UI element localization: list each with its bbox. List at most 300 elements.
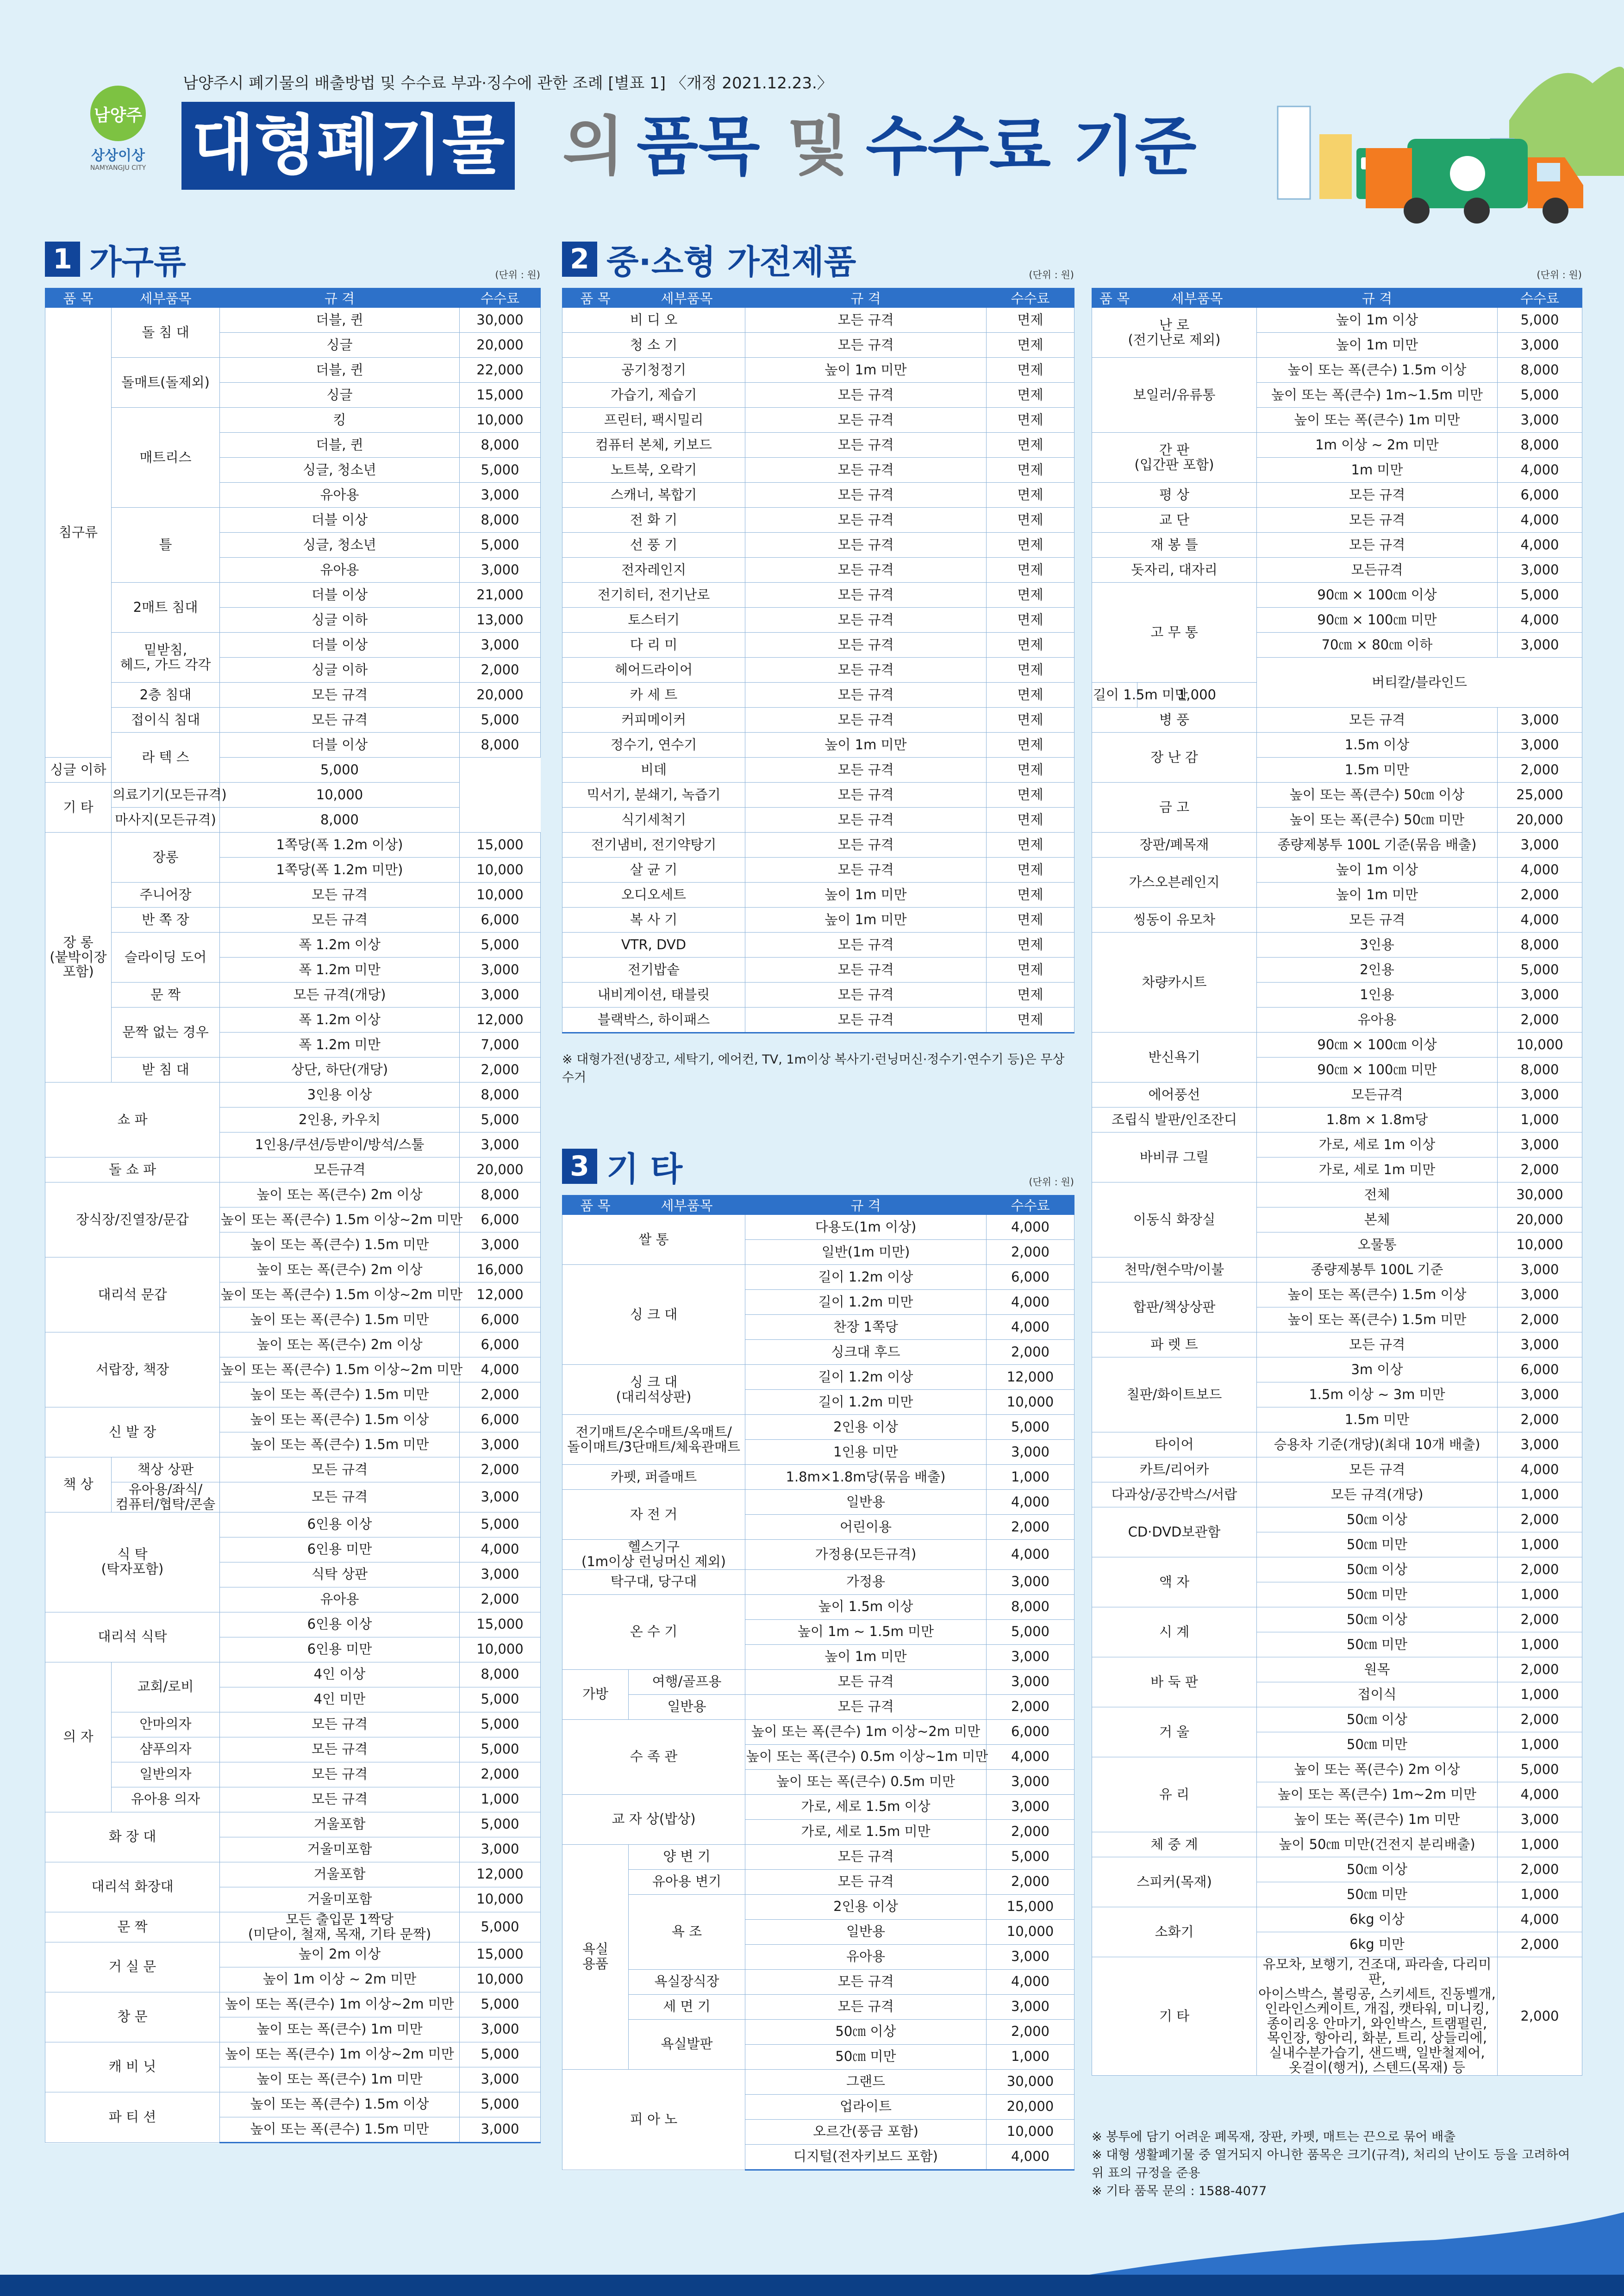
table-row xyxy=(562,883,1074,908)
spec-cell: 오물통 xyxy=(1257,1232,1498,1257)
fee-cell: 8,000 xyxy=(460,733,541,758)
table-row xyxy=(1092,1507,1582,1532)
spec-cell: 모든 규격 xyxy=(745,808,987,833)
spec-cell: 유아용 xyxy=(220,558,460,583)
section-2-title xyxy=(562,235,856,281)
category-cell: 바비큐 그릴 xyxy=(1092,1132,1257,1182)
fee-cell: 5,000 xyxy=(1498,1757,1582,1782)
item-cell: 양 변 기 xyxy=(629,1844,745,1869)
fee-cell: 10,000 xyxy=(460,1967,541,1992)
table-row xyxy=(562,708,1074,733)
table-row xyxy=(45,1912,541,1942)
category-cell: 복 사 기 xyxy=(562,908,745,933)
fee-cell: 5,000 xyxy=(1498,583,1582,608)
spec-cell: 높이 또는 폭(큰수) 1m 미만 xyxy=(1257,408,1498,433)
fee-cell: 면제 xyxy=(987,333,1074,358)
spec-cell: 높이 또는 폭(큰수) 1.5m 이상 xyxy=(220,2092,460,2117)
spec-cell: 모든 규격 xyxy=(745,483,987,508)
fee-cell: 3,000 xyxy=(1498,1807,1582,1832)
other-items-table-2 xyxy=(1092,288,1582,2076)
fee-cell: 5,000 xyxy=(460,1108,541,1132)
spec-cell: 모든 규격 xyxy=(220,1762,460,1787)
spec-cell: 싱글 이하 xyxy=(220,658,460,683)
table-row xyxy=(1092,1857,1582,1882)
spec-cell: 모든 규격 xyxy=(745,433,987,458)
fee-cell: 면제 xyxy=(987,483,1074,508)
table-row xyxy=(562,1569,1074,1594)
col-header-item: 세부품목 xyxy=(629,1195,745,1215)
spec-cell: 모든 규격 xyxy=(220,1457,460,1482)
unit-label-4: (단위 : 원) xyxy=(1537,269,1582,280)
spec-cell: 8,000 xyxy=(220,808,460,833)
appliance-note: ※ 대형가전(냉장고, 세탁기, 에어컨, TV, 1m이상 복사기·런닝머신·정수기·연수기 등)은 무상수거 xyxy=(562,1052,1065,1085)
item-cell: 돌 침 대 xyxy=(112,308,220,358)
spec-cell: 모든 규격 xyxy=(745,1694,987,1719)
category-cell: 체 중 계 xyxy=(1092,1832,1257,1857)
item-cell: 세 면 기 xyxy=(629,1994,745,2019)
category-cell: 에어풍선 xyxy=(1092,1083,1257,1108)
fee-cell: 3,000 xyxy=(1498,833,1582,858)
table-row xyxy=(562,583,1074,608)
table-row xyxy=(45,733,541,758)
spec-cell: 높이 1m 미만 xyxy=(745,733,987,758)
fee-cell: 2,000 xyxy=(460,1457,541,1482)
fee-cell: 면제 xyxy=(987,533,1074,558)
fee-cell: 2,000 xyxy=(1498,1707,1582,1732)
item-cell: 라 텍 스 xyxy=(112,733,220,783)
title-word-4: 수수료 기준 xyxy=(866,109,1197,184)
spec-cell: 높이 또는 폭(큰수) 1m 미만 xyxy=(220,2017,460,2042)
item-cell: 장롱 xyxy=(112,833,220,883)
fee-cell: 3,000 xyxy=(1498,1257,1582,1282)
table-row xyxy=(562,858,1074,883)
spec-cell: 50㎝ 이상 xyxy=(1257,1557,1498,1582)
spec-cell: 높이 또는 폭(큰수) 1.5m 이상 xyxy=(1257,1282,1498,1307)
spec-cell: 높이 또는 폭(큰수) 1.5m 이상 xyxy=(1257,358,1498,383)
spec-cell: 일반(1m 미만) xyxy=(745,1240,987,1265)
table-row xyxy=(45,983,541,1008)
spec-cell: 1.5m 이상 ~ 3m 미만 xyxy=(1257,1382,1498,1407)
fee-cell: 면제 xyxy=(987,683,1074,708)
table-row xyxy=(562,1694,1074,1719)
category-cell: 서랍장, 책장 xyxy=(45,1332,220,1407)
fee-cell: 2,000 xyxy=(460,1058,541,1083)
fee-cell: 2,000 xyxy=(987,1240,1074,1265)
item-cell: 욕 조 xyxy=(629,1894,745,1969)
table-row xyxy=(562,1215,1074,1240)
spec-cell: 높이 또는 폭(큰수) 1m 미만 xyxy=(220,2067,460,2092)
logo-icon xyxy=(90,86,146,141)
category-cell: 살 균 기 xyxy=(562,858,745,883)
spec-cell: 50㎝ 이상 xyxy=(1257,1507,1498,1532)
note-line: ※ 대형 생활폐기물 중 열거되지 아니한 품목은 크기(규격), 처리의 난이도 등을 고려하여 위 표의 규정을 준용 xyxy=(1092,2148,1570,2181)
fee-cell: 면제 xyxy=(987,658,1074,683)
fee-cell: 20,000 xyxy=(1498,808,1582,833)
table-row xyxy=(562,2069,1074,2094)
spec-cell: 가로, 세로 1.5m 이상 xyxy=(745,1794,987,1819)
fee-cell: 12,000 xyxy=(460,1008,541,1033)
table-row xyxy=(562,1719,1074,1744)
category-cell: 유 리 xyxy=(1092,1757,1257,1832)
fee-cell: 3,000 xyxy=(1498,708,1582,733)
table-row xyxy=(1092,1257,1582,1282)
fee-cell: 5,000 xyxy=(460,1687,541,1712)
col-header-item: 세부품목 xyxy=(112,288,220,308)
spec-cell: 어린이용 xyxy=(745,1515,987,1540)
spec-cell: 디지털(전자키보드 포함) xyxy=(745,2144,987,2170)
spec-cell: 모든 규격 xyxy=(745,983,987,1008)
section-3-label: 기 타 xyxy=(606,1150,683,1188)
table-row xyxy=(562,483,1074,508)
table-row xyxy=(45,1662,541,1687)
spec-cell: 높이 또는 폭(큰수) 1m~1.5m 미만 xyxy=(1257,383,1498,408)
category-cell: 토스터기 xyxy=(562,608,745,633)
category-cell: 파 렛 트 xyxy=(1092,1332,1257,1357)
fee-cell: 면제 xyxy=(987,758,1074,783)
fee-cell: 16,000 xyxy=(460,1257,541,1282)
fee-cell: 2,000 xyxy=(987,1340,1074,1365)
table-row xyxy=(1092,1108,1582,1132)
table-row xyxy=(45,583,541,608)
fee-cell: 12,000 xyxy=(460,1862,541,1887)
fee-cell: 5,000 xyxy=(460,1912,541,1942)
table-row xyxy=(1092,1332,1582,1357)
item-cell: 슬라이딩 도어 xyxy=(112,933,220,983)
table-row xyxy=(1092,1182,1582,1207)
spec-cell: 6kg 미만 xyxy=(1257,1932,1498,1957)
spec-cell: 모든 규격 xyxy=(745,658,987,683)
category-cell: 쌀 통 xyxy=(562,1215,745,1265)
fee-cell: 30,000 xyxy=(460,308,541,333)
category-cell: 청 소 기 xyxy=(562,333,745,358)
table-row xyxy=(562,733,1074,758)
spec-cell: 모든 규격 xyxy=(745,1869,987,1894)
spec-cell: 90㎝ × 100㎝ 이상 xyxy=(1257,1033,1498,1058)
spec-cell: 50㎝ 이상 xyxy=(745,2019,987,2044)
fee-cell: 2,000 xyxy=(1498,758,1582,783)
section-1-number: 1 xyxy=(45,242,80,277)
category-cell: 전기밥솥 xyxy=(562,958,745,983)
category-cell: 파 티 션 xyxy=(45,2092,220,2142)
table-row xyxy=(1092,858,1582,883)
item-cell: 유아용 변기 xyxy=(629,1869,745,1894)
spec-cell: 모든 규격 xyxy=(745,783,987,808)
table-row xyxy=(45,1612,541,1637)
fee-cell: 4,000 xyxy=(1498,458,1582,483)
category-cell: 길이 1.5m 미만 xyxy=(1092,683,1137,708)
fee-cell: 면제 xyxy=(987,958,1074,983)
table-row xyxy=(45,808,541,833)
spec-cell: 2인용 xyxy=(1257,958,1498,983)
fee-cell: 면제 xyxy=(987,633,1074,658)
table-row xyxy=(45,1083,541,1108)
fee-cell: 면제 xyxy=(987,508,1074,533)
spec-cell: 높이 1m 미만 xyxy=(1257,333,1498,358)
category-cell: 헤어드라이어 xyxy=(562,658,745,683)
title-highlight: 대형폐기물 xyxy=(181,102,515,190)
fee-cell: 5,000 xyxy=(460,458,541,483)
fee-cell: 3,000 xyxy=(1498,733,1582,758)
table-row xyxy=(45,1992,541,2017)
category-cell: 카트/리어카 xyxy=(1092,1457,1257,1482)
fee-cell: 2,000 xyxy=(1498,1657,1582,1682)
spec-cell: 1인용/쿠션/등받이/방석/스툴 xyxy=(220,1132,460,1157)
spec-cell: 높이 또는 폭(큰수) 0.5m 미만 xyxy=(745,1769,987,1794)
category-cell: 전기히터, 전기난로 xyxy=(562,583,745,608)
fee-cell: 4,000 xyxy=(1498,508,1582,533)
fee-cell: 2,000 xyxy=(1498,1607,1582,1632)
category-cell: 카펫, 퍼즐매트 xyxy=(562,1465,745,1490)
table-row xyxy=(1092,933,1582,958)
spec-cell: 모든 규격 xyxy=(745,633,987,658)
fee-cell: 3,000 xyxy=(460,983,541,1008)
spec-cell: 높이 또는 폭(큰수) 2m 이상 xyxy=(220,1182,460,1207)
spec-cell: 50㎝ 이상 xyxy=(1257,1707,1498,1732)
item-cell: 유아용/좌식/ 컴퓨터/협탁/콘솔 xyxy=(112,1482,220,1512)
fee-cell: 3,000 xyxy=(460,633,541,658)
furniture-table xyxy=(45,288,541,2143)
table-row xyxy=(45,308,541,333)
fee-cell: 10,000 xyxy=(460,1887,541,1912)
table-row xyxy=(562,608,1074,633)
fee-cell: 면제 xyxy=(987,358,1074,383)
fee-cell: 5,000 xyxy=(460,2092,541,2117)
fee-cell: 10,000 xyxy=(987,2119,1074,2144)
table-row xyxy=(1092,833,1582,858)
fee-cell: 4,000 xyxy=(460,1357,541,1382)
fee-cell: 15,000 xyxy=(460,1942,541,1967)
spec-cell: 높이 또는 폭(큰수) 2m 이상 xyxy=(220,1257,460,1282)
table-row xyxy=(1092,483,1582,508)
spec-cell: 모든 규격 xyxy=(745,1844,987,1869)
table-row xyxy=(1092,1083,1582,1108)
category-cell: 대리석 식탁 xyxy=(45,1612,220,1662)
spec-cell: 모든 규격 xyxy=(220,908,460,933)
category-cell: 간 판 (입간판 포함) xyxy=(1092,433,1257,483)
spec-cell: 모든 규격 xyxy=(745,408,987,433)
fee-cell: 20,000 xyxy=(987,2094,1074,2119)
table-row xyxy=(562,533,1074,558)
fee-cell: 8,000 xyxy=(987,1594,1074,1619)
item-cell: 안마의자 xyxy=(112,1712,220,1737)
fee-cell: 면제 xyxy=(987,983,1074,1008)
fee-cell: 3,000 xyxy=(987,1769,1074,1794)
fee-cell: 6,000 xyxy=(460,1307,541,1332)
item-cell: 교회/로비 xyxy=(112,1662,220,1712)
fee-cell: 면제 xyxy=(987,433,1074,458)
fee-cell: 1,000 xyxy=(1498,1108,1582,1132)
fee-cell: 면제 xyxy=(987,708,1074,733)
fee-cell: 12,000 xyxy=(460,1282,541,1307)
fee-cell: 4,000 xyxy=(987,1540,1074,1570)
spec-cell: 높이 또는 폭(큰수) 1.5m 미만 xyxy=(220,1382,460,1407)
table-row xyxy=(562,408,1074,433)
table-row xyxy=(562,783,1074,808)
category-cell: 컴퓨터 본체, 키보드 xyxy=(562,433,745,458)
spec-cell: 5,000 xyxy=(220,758,460,783)
category-cell: 타이어 xyxy=(1092,1432,1257,1457)
fee-cell: 2,000 xyxy=(1498,1008,1582,1033)
spec-cell: 원목 xyxy=(1257,1657,1498,1682)
table-row xyxy=(1092,708,1582,733)
table-row xyxy=(45,883,541,908)
spec-cell: 모든 규격 xyxy=(745,683,987,708)
table-row xyxy=(1092,358,1582,383)
fee-cell: 5,000 xyxy=(460,708,541,733)
spec-cell: 10,000 xyxy=(220,783,460,808)
spec-cell: 높이 또는 폭(큰수) 1.5m 이상~2m 미만 xyxy=(220,1207,460,1232)
spec-cell: 50㎝ 미만 xyxy=(1257,1582,1498,1607)
fee-cell: 면제 xyxy=(987,583,1074,608)
spec-cell: 모든 규격 xyxy=(745,608,987,633)
category-cell: 병 풍 xyxy=(1092,708,1257,733)
spec-cell: 모든 규격 xyxy=(745,583,987,608)
table-row xyxy=(562,683,1074,708)
spec-cell: 모든 규격 xyxy=(220,1482,460,1512)
category-cell: 자 전 거 xyxy=(562,1490,745,1540)
category-cell: 욕실 용품 xyxy=(562,1844,629,2069)
category-cell: 탁구대, 당구대 xyxy=(562,1569,745,1594)
item-cell: 1,000 xyxy=(1137,683,1257,708)
category-cell: 평 상 xyxy=(1092,483,1257,508)
spec-cell: 50㎝ 미만 xyxy=(1257,1882,1498,1907)
fee-cell: 2,000 xyxy=(1498,1957,1582,2076)
spec-cell: 높이 2m 이상 xyxy=(220,1942,460,1967)
fee-cell: 2,000 xyxy=(987,1869,1074,1894)
col-header-fee: 수수료 xyxy=(987,1195,1074,1215)
spec-cell: 폭 1.2m 미만 xyxy=(220,958,460,983)
spec-cell: 유아용 xyxy=(1257,1008,1498,1033)
category-cell: 피 아 노 xyxy=(562,2069,745,2170)
col-header-item: 세부품목 xyxy=(1137,288,1257,308)
section-1-label: 가구류 xyxy=(89,243,186,281)
fee-cell: 5,000 xyxy=(460,1992,541,2017)
spec-cell: 킹 xyxy=(220,408,460,433)
fee-cell: 4,000 xyxy=(987,1290,1074,1315)
fee-cell: 22,000 xyxy=(460,358,541,383)
table-row xyxy=(1092,1757,1582,1782)
fee-cell: 1,000 xyxy=(1498,1832,1582,1857)
table-row xyxy=(45,1712,541,1737)
spec-cell: 모든 규격 xyxy=(220,1737,460,1762)
col-header-fee: 수수료 xyxy=(460,288,541,308)
spec-cell: 90㎝ × 100㎝ 미만 xyxy=(1257,608,1498,633)
spec-cell: 높이 또는 폭(큰수) 1m 이상~2m 미만 xyxy=(220,1992,460,2017)
category-cell: 문 짝 xyxy=(45,1912,220,1942)
fee-cell: 6,000 xyxy=(987,1265,1074,1290)
spec-cell: 높이 1m 이상 xyxy=(1257,858,1498,883)
item-cell: 여행/골프용 xyxy=(629,1669,745,1694)
category-cell: VTR, DVD xyxy=(562,933,745,958)
fee-cell: 5,000 xyxy=(460,533,541,558)
category-cell: 재 봉 틀 xyxy=(1092,533,1257,558)
category-cell: 전 화 기 xyxy=(562,508,745,533)
fee-cell: 1,000 xyxy=(1498,1532,1582,1557)
category-cell: 씽동이 유모차 xyxy=(1092,908,1257,933)
spec-cell: 싱글, 청소년 xyxy=(220,458,460,483)
fee-cell: 3,000 xyxy=(1498,1432,1582,1457)
table-row xyxy=(562,1669,1074,1694)
spec-cell: 높이 또는 폭(큰수) 50㎝ 미만 xyxy=(1257,808,1498,833)
table-row xyxy=(45,2092,541,2117)
spec-cell: 모든규격 xyxy=(220,1157,460,1182)
category-cell: 교 단 xyxy=(1092,508,1257,533)
section-1-title xyxy=(45,235,186,281)
house-icon xyxy=(1319,134,1352,199)
fee-cell: 3,000 xyxy=(987,1794,1074,1819)
spec-cell: 높이 1m ~ 1.5m 미만 xyxy=(745,1619,987,1644)
table-row xyxy=(45,908,541,933)
table-row xyxy=(1092,783,1582,808)
fee-cell: 10,000 xyxy=(460,858,541,883)
fee-cell: 25,000 xyxy=(1498,783,1582,808)
fee-cell: 5,000 xyxy=(987,1844,1074,1869)
table-row xyxy=(562,1894,1074,1919)
spec-cell: 모든 규격 xyxy=(1257,483,1498,508)
spec-cell: 모든 규격 xyxy=(745,1969,987,1994)
category-cell: 이동식 화장실 xyxy=(1092,1182,1257,1257)
spec-cell: 모든 규격 xyxy=(220,683,460,708)
fee-cell: 면제 xyxy=(987,733,1074,758)
table-row xyxy=(562,808,1074,833)
spec-cell: 높이 1m 이상 ~ 2m 미만 xyxy=(220,1967,460,1992)
fee-cell: 3,000 xyxy=(1498,1382,1582,1407)
table-row xyxy=(562,1994,1074,2019)
category-cell: 장 롱 (붙박이장 포함) xyxy=(45,833,112,1083)
fee-cell: 6,000 xyxy=(460,1207,541,1232)
category-cell: 공기청정기 xyxy=(562,358,745,383)
spec-cell: 오르간(풍금 포함) xyxy=(745,2119,987,2144)
item-cell: 2매트 침대 xyxy=(112,583,220,633)
fee-cell: 30,000 xyxy=(987,2069,1074,2094)
spec-cell: 모든 규격 xyxy=(745,958,987,983)
table-row xyxy=(45,1512,541,1537)
spec-cell: 거울포함 xyxy=(220,1862,460,1887)
spec-cell: 모든 규격 xyxy=(745,333,987,358)
item-cell: 샴푸의자 xyxy=(112,1737,220,1762)
spec-cell: 폭 1.2m 이상 xyxy=(220,1008,460,1033)
table-row xyxy=(562,1969,1074,1994)
category-cell: 액 자 xyxy=(1092,1557,1257,1607)
fee-cell: 5,000 xyxy=(460,1712,541,1737)
fee-cell: 4,000 xyxy=(1498,1782,1582,1807)
category-cell: 난 로 (전기난로 제외) xyxy=(1092,308,1257,358)
spec-cell: 높이 1m 미만 xyxy=(745,1644,987,1669)
spec-cell: 승용차 기준(개당)(최대 10개 배출) xyxy=(1257,1432,1498,1457)
fee-cell: 면제 xyxy=(987,308,1074,333)
category-cell: 조립식 발판/인조잔디 xyxy=(1092,1108,1257,1132)
spec-cell: 종량제봉투 100L 기준(묶음 배출) xyxy=(1257,833,1498,858)
spec-cell: 50㎝ 미만 xyxy=(745,2044,987,2069)
spec-cell: 1m 이상 ~ 2m 미만 xyxy=(1257,433,1498,458)
spec-cell: 접이식 xyxy=(1257,1682,1498,1707)
table-row xyxy=(562,908,1074,933)
spec-cell: 높이 또는 폭(큰수) 1.5m 미만 xyxy=(1257,1307,1498,1332)
spec-cell: 폭 1.2m 미만 xyxy=(220,1033,460,1058)
fee-cell: 3,000 xyxy=(1498,633,1582,658)
fee-cell: 10,000 xyxy=(460,883,541,908)
table-row xyxy=(562,358,1074,383)
col-header-fee: 수수료 xyxy=(1498,288,1582,308)
fee-cell: 3,000 xyxy=(460,1432,541,1457)
table-row xyxy=(45,633,541,658)
spec-cell: 모든 규격 xyxy=(1257,708,1498,733)
spec-cell: 싱글 xyxy=(220,333,460,358)
spec-cell: 1.5m 미만 xyxy=(1257,758,1498,783)
fee-cell: 3,000 xyxy=(1498,333,1582,358)
appliance-table xyxy=(562,288,1074,1033)
spec-cell: 모든 규격 xyxy=(745,533,987,558)
